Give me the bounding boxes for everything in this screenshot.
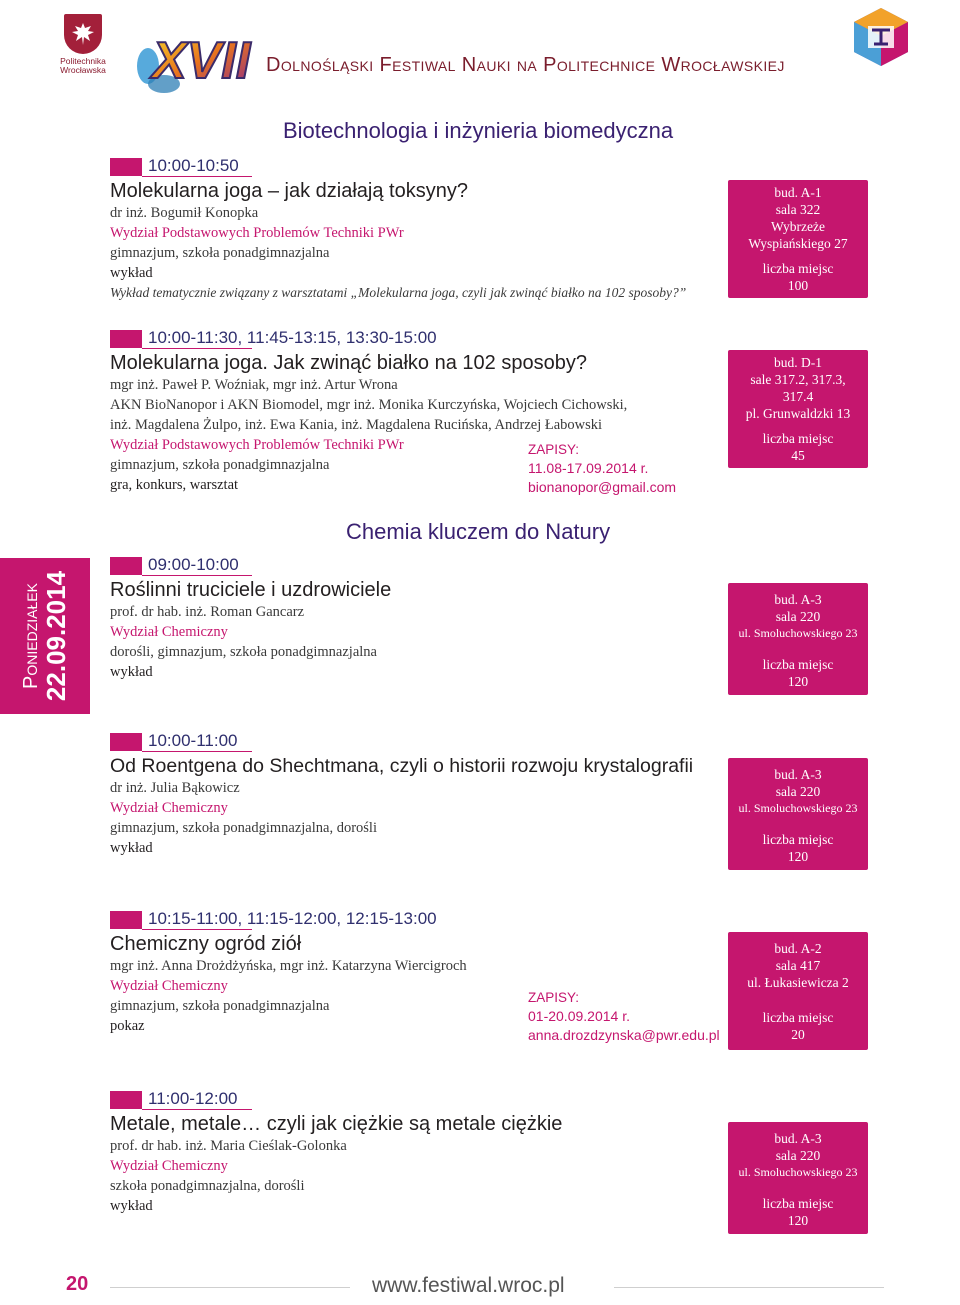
- room-box: bud. A-3 sala 220 ul. Smoluchowskiego 23 liczba miejsc 120: [728, 758, 868, 870]
- date-tab: [0, 558, 90, 714]
- registration-email[interactable]: bionanopor@gmail.com: [528, 479, 677, 495]
- registration-info: ZAPISY: 11.08-17.09.2014 r. bionanopor@gmail.com: [528, 442, 677, 495]
- event-lecturer: mgr inż. Paweł P. Woźniak, mgr inż. Artur Wrona: [110, 377, 398, 393]
- event-roslinni-truciciele: [110, 555, 728, 682]
- time-marker: [110, 911, 142, 929]
- event-title: Od Roentgena do Shechtmana, czyli o historii rozwoju krystalografii: [110, 755, 694, 777]
- event-lecturer: AKN BioNanopor i AKN Biomodel, mgr inż. Monika Kurczyńska, Wojciech Cichowski,: [110, 397, 628, 413]
- event-audience: szkoła ponadgimnazjalna, dorośli: [110, 1178, 305, 1194]
- event-audience: gimnazjum, szkoła ponadgimnazjalna, dorośli: [110, 820, 377, 836]
- room-box: bud. A-1 sala 322 Wybrzeże Wyspiańskiego 27 liczba miejsc 100: [728, 180, 868, 298]
- registration-email[interactable]: anna.drozdzynska@pwr.edu.pl: [528, 1027, 720, 1043]
- festival-title: Dolnośląski Festiwal Nauki na Politechnice Wrocławskiej: [266, 54, 785, 76]
- room-box: bud. D-1 sale 317.2, 317.3, 317.4 pl. Grunwaldzki 13 liczba miejsc 45: [728, 350, 868, 468]
- festival-corner-logo: [850, 6, 912, 68]
- time-marker: [110, 557, 142, 575]
- time-marker: [110, 1091, 142, 1109]
- event-audience: dorośli, gimnazjum, szkoła ponadgimnazjalna: [110, 644, 377, 660]
- event-lecturer: mgr inż. Anna Drożdżyńska, mgr inż. Katarzyna Wiercigroch: [110, 958, 467, 974]
- eagle-shield-icon: [64, 14, 102, 54]
- event-note: Wykład tematycznie związany z warsztatami „Molekularna joga, czyli jak zwinąć białko na 102 sposoby?”: [110, 285, 687, 300]
- event-time: 10:15-11:00, 11:15-12:00, 12:15-13:00: [148, 909, 437, 928]
- footer-divider: [614, 1287, 884, 1288]
- event-metale-ciezkie: [110, 1089, 728, 1216]
- event-format: wykład: [110, 664, 153, 680]
- event-format: pokaz: [110, 1018, 145, 1034]
- date-label: 22.09.2014: [41, 570, 71, 702]
- event-molekularna-joga-wyklad: [110, 156, 728, 303]
- footer-url-link[interactable]: www.festiwal.wroc.pl: [372, 1274, 565, 1297]
- room-box: bud. A-3 sala 220 ul. Smoluchowskiego 23 liczba miejsc 120: [728, 1122, 868, 1234]
- time-marker: [110, 733, 142, 751]
- event-title: Molekularna joga – jak działają toksyny?: [110, 180, 468, 202]
- event-lecturer: dr inż. Julia Bąkowicz: [110, 780, 240, 796]
- event-audience: gimnazjum, szkoła ponadgimnazjalna: [110, 457, 330, 473]
- event-department: Wydział Chemiczny: [110, 800, 228, 816]
- event-format: gra, konkurs, warsztat: [110, 477, 239, 493]
- festival-edition-logo: [134, 20, 266, 98]
- event-format: wykład: [110, 840, 153, 856]
- event-department: Wydział Chemiczny: [110, 624, 228, 640]
- room-box: bud. A-2 sala 417 ul. Łukasiewicza 2 liczba miejsc 20: [728, 932, 868, 1050]
- event-audience: gimnazjum, szkoła ponadgimnazjalna: [110, 245, 330, 261]
- event-time: 10:00-11:30, 11:45-13:15, 13:30-15:00: [148, 328, 437, 347]
- event-time: 10:00-10:50: [148, 156, 239, 175]
- event-department: Wydział Podstawowych Problemów Techniki PWr: [110, 437, 404, 453]
- event-department: Wydział Podstawowych Problemów Techniki PWr: [110, 225, 404, 241]
- event-lecturer: inż. Magdalena Żulpo, inż. Ewa Kania, inż. Magdalena Rucińska, Andrzej Łabowski: [110, 417, 603, 433]
- weekday-label: Poniedziałek: [20, 583, 42, 689]
- time-marker: [110, 330, 142, 348]
- event-title: Roślinni truciciele i uzdrowiciele: [110, 579, 392, 601]
- event-time: 10:00-11:00: [148, 731, 238, 750]
- event-format: wykład: [110, 265, 153, 281]
- room-box: bud. A-3 sala 220 ul. Smoluchowskiego 23 liczba miejsc 120: [728, 583, 868, 695]
- registration-info: ZAPISY: 01-20.09.2014 r. anna.drozdzynska@pwr.edu.pl: [528, 990, 720, 1043]
- event-time: 09:00-10:00: [148, 555, 239, 574]
- svg-text:XVII: XVII: [152, 32, 251, 90]
- event-lecturer: dr inż. Bogumił Konopka: [110, 205, 259, 221]
- event-lecturer: prof. dr hab. inż. Maria Cieślak-Golonka: [110, 1138, 347, 1154]
- event-title: Metale, metale… czyli jak ciężkie są metale ciężkie: [110, 1113, 563, 1135]
- event-department: Wydział Chemiczny: [110, 1158, 228, 1174]
- event-audience: gimnazjum, szkoła ponadgimnazjalna: [110, 998, 330, 1014]
- event-time: 11:00-12:00: [148, 1089, 238, 1108]
- event-format: wykład: [110, 1198, 153, 1214]
- time-marker: [110, 158, 142, 176]
- university-name: Politechnika Wrocławska: [60, 56, 106, 75]
- event-lecturer: prof. dr hab. inż. Roman Gancarz: [110, 604, 305, 620]
- event-department: Wydział Chemiczny: [110, 978, 228, 994]
- event-title: Molekularna joga. Jak zwinąć białko na 102 sposoby?: [110, 352, 587, 374]
- section-title-biotech: Biotechnologia i inżynieria biomedyczna: [283, 118, 674, 143]
- section-title-chemia: Chemia kluczem do Natury: [346, 519, 611, 544]
- university-logo: [56, 14, 110, 75]
- event-title: Chemiczny ogród ziół: [110, 933, 302, 955]
- event-krystalografia: [110, 731, 728, 858]
- page-number: 20: [66, 1273, 89, 1295]
- footer-divider: [110, 1287, 350, 1288]
